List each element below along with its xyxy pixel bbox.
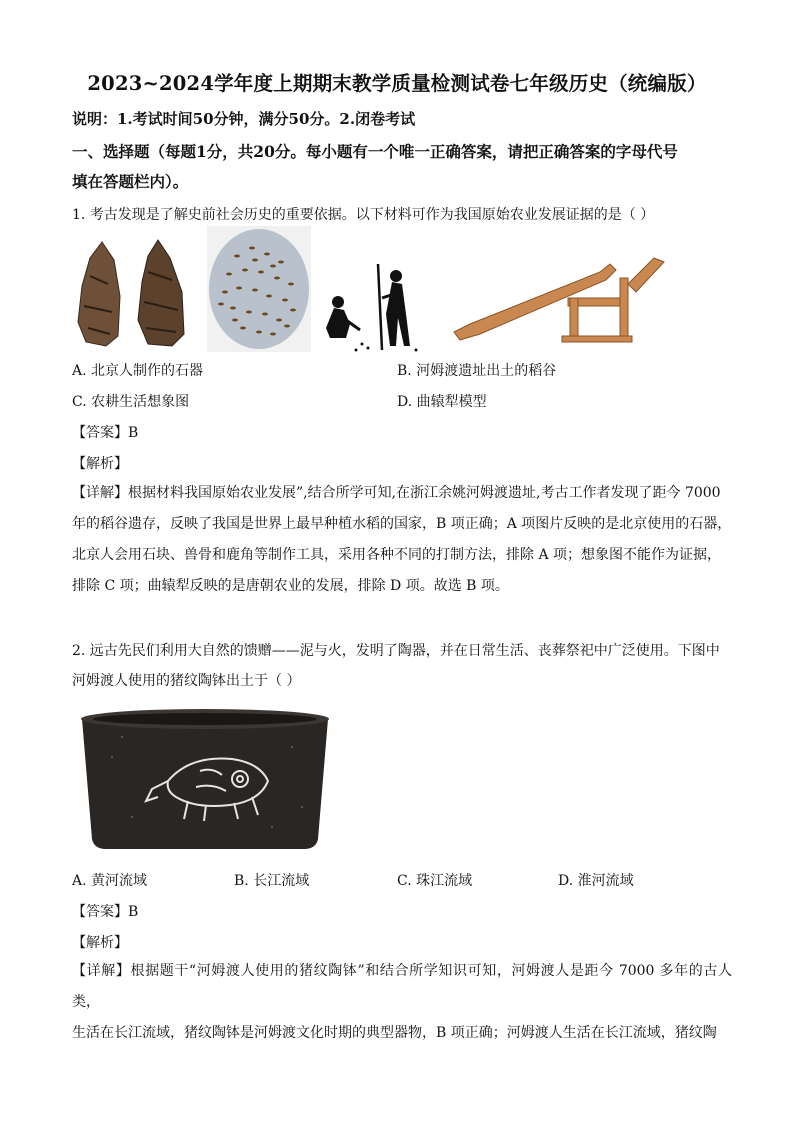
q1-stem: 1. 考古发现是了解史前社会历史的重要依据。以下材料可作为我国原始农业发展证据的是（ ） — [72, 207, 655, 223]
pig-pattern-pottery-image — [72, 697, 338, 857]
q1-detail-line: 北京人会用石块、兽骨和鹿角等制作工具，采用各种不同的打制方法，排除 A 项；想象图不能作为证据， — [72, 547, 722, 563]
q2-stem-line2: 河姆渡人使用的猪纹陶钵出土于（ ） — [72, 673, 301, 689]
q1-option-d: D. 曲辕犁模型 — [397, 394, 487, 410]
curved-plough-image — [450, 254, 672, 346]
instructions: 说明：1.考试时间50分钟，满分50分。2.闭卷考试 — [72, 110, 416, 128]
q2-option-b: B. 长江流域 — [234, 873, 310, 889]
q1-detail-line: 年的稻谷遗存，反映了我国是世界上最早种植水稻的国家，B 项正确；A 项图片反映的是北京使用的石器， — [72, 516, 732, 532]
q1-analysis-label: 【解析】 — [72, 456, 128, 472]
q1-option-c: C. 农耕生活想象图 — [72, 394, 190, 410]
q2-option-a: A. 黄河流域 — [72, 873, 148, 889]
q2-answer: 【答案】B — [72, 904, 139, 920]
q1-detail — [72, 478, 732, 602]
q2-detail-line: 【详解】根据题干“河姆渡人使用的猪纹陶钵”和结合所学知识可知，河姆渡人是距今 7000 多年的古人类， — [72, 963, 732, 1010]
section-heading-line1: 一、选择题（每题1分，共20分。每小题有一个唯一正确答案，请把正确答案的字母代号 — [72, 142, 678, 161]
stone-tools-image — [72, 236, 192, 352]
q2-option-c: C. 珠江流域 — [397, 873, 473, 889]
section-heading-line2: 填在答题栏内）。 — [72, 172, 189, 191]
q1-option-b: B. 河姆渡遗址出土的稻谷 — [397, 363, 557, 379]
farming-scene-image — [316, 258, 428, 354]
q1-answer: 【答案】B — [72, 425, 139, 441]
page-title: 2023~2024学年度上期期末教学质量检测试卷七年级历史（统编版） — [87, 72, 707, 95]
q1-option-a: A. 北京人制作的石器 — [72, 363, 204, 379]
q1-detail-line: 【详解】根据材料我国原始农业发展”,结合所学可知,在浙江余姚河姆渡遗址,考古工作者发现了距今 7000 — [72, 485, 721, 501]
q2-detail-line: 生活在长江流域，猪纹陶钵是河姆渡文化时期的典型器物，B 项正确；河姆渡人生活在长江流域，猪纹陶 — [72, 1025, 717, 1041]
q2-stem-line1: 2. 远古先民们利用大自然的馈赠——泥与火，发明了陶器，并在日常生活、丧葬祭祀中广泛使用。下图中 — [72, 643, 720, 659]
rice-grains-image — [207, 226, 311, 352]
q2-analysis-label: 【解析】 — [72, 935, 128, 951]
q2-detail — [72, 956, 732, 1049]
q2-option-d: D. 淮河流域 — [558, 873, 634, 889]
q1-detail-line: 排除 C 项；曲辕犁反映的是唐朝农业的发展，排除 D 项。故选 B 项。 — [72, 578, 509, 594]
